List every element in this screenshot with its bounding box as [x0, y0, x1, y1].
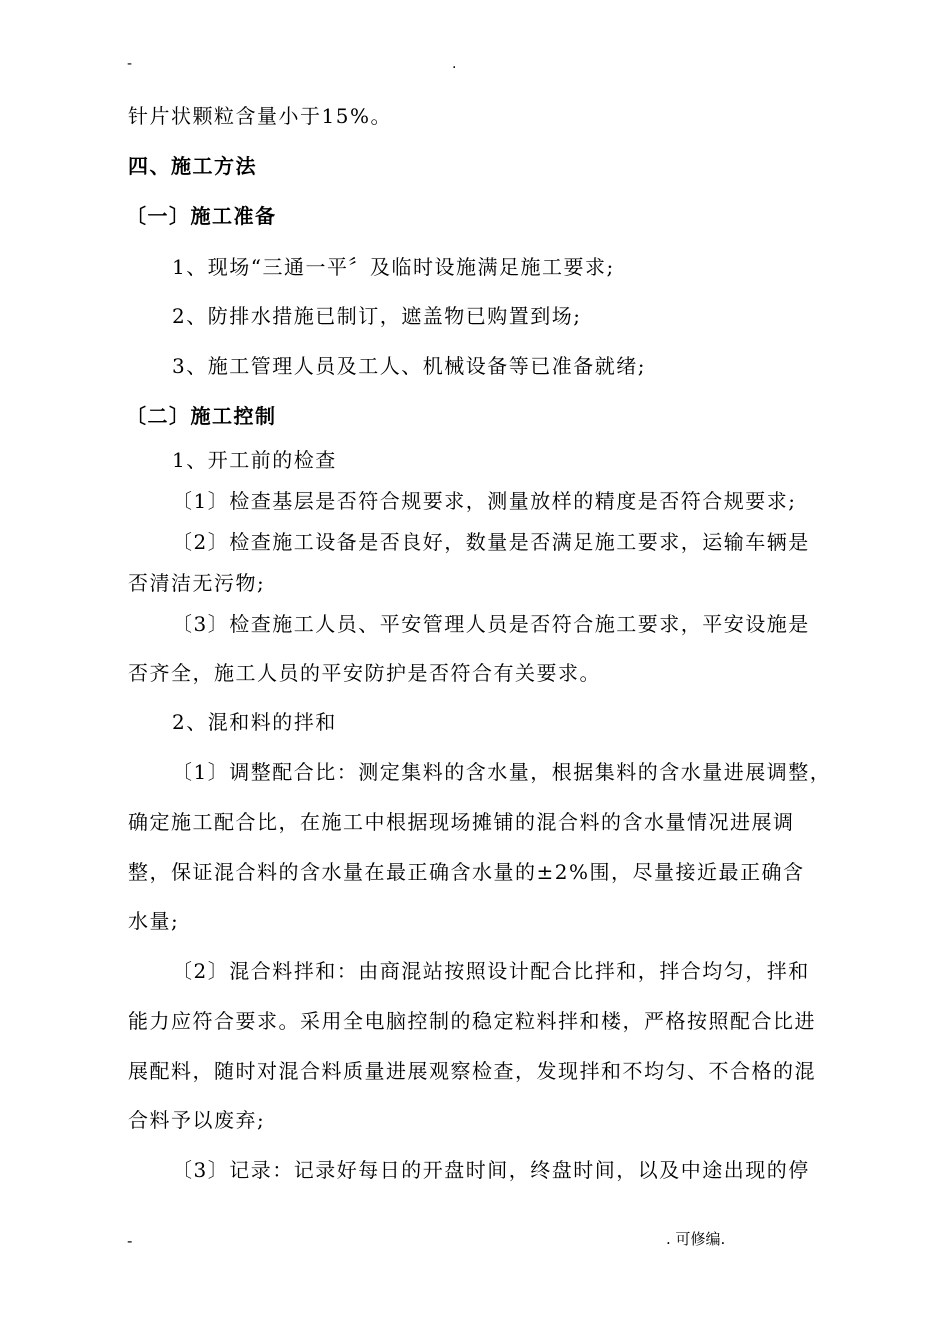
text-line: 合料予以废弃; [128, 1108, 266, 1132]
text-line: 〔2〕混合料拌和：由商混站按照设计配合比拌和，拌合均匀，拌和 [172, 959, 810, 983]
text-line: 〔1〕调整配合比：测定集料的含水量，根据集料的含水量进展调整， [172, 760, 832, 784]
subsection-heading: 〔一〕施工准备 [126, 204, 277, 228]
text-line: 整，保证混合料的含水量在最正确含水量的±2%围，尽量接近最正确含 [128, 860, 805, 884]
list-item: 2、防排水措施已制订，遮盖物已购置到场; [172, 304, 582, 328]
list-item: 1、开工前的检查 [172, 448, 337, 472]
text-line: 否齐全，施工人员的平安防护是否符合有关要求。 [128, 661, 601, 685]
list-item: 1、现场“三通一平〞及临时设施满足施工要求; [172, 255, 615, 279]
section-heading: 四、施工方法 [128, 154, 257, 178]
text-line: 水量; [128, 909, 180, 933]
text-line: 展配料，随时对混合料质量进展观察检查，发现拌和不均匀、不合格的混 [128, 1059, 816, 1083]
text-line: 〔1〕检查基层是否符合规要求，测量放样的精度是否符合规要求; [172, 489, 797, 513]
text-line: 〔3〕检查施工人员、平安管理人员是否符合施工要求，平安设施是 [172, 612, 810, 636]
footer-right-text: . 可修编. [666, 1230, 726, 1248]
footer-left-mark: - [127, 1232, 133, 1250]
text-line: 〔2〕检查施工设备是否良好，数量是否满足施工要求，运输车辆是 [172, 530, 810, 554]
subsection-heading: 〔二〕施工控制 [126, 404, 277, 428]
text-line: 确定施工配合比，在施工中根据现场摊铺的混合料的含水量情况进展调 [128, 810, 795, 834]
text-line: 能力应符合要求。采用全电脑控制的稳定粒料拌和楼，严格按照配合比进 [128, 1009, 816, 1033]
list-item: 3、施工管理人员及工人、机械设备等已准备就绪; [172, 354, 646, 378]
header-left-mark: - [127, 56, 133, 72]
text-line: 针片状颗粒含量小于15%。 [128, 104, 392, 128]
text-line: 否清洁无污物; [128, 571, 266, 595]
header-right-mark: . [452, 56, 457, 72]
text-line: 〔3〕记录：记录好每日的开盘时间，终盘时间，以及中途出现的停 [172, 1158, 810, 1182]
list-item: 2、混和料的拌和 [172, 710, 337, 734]
